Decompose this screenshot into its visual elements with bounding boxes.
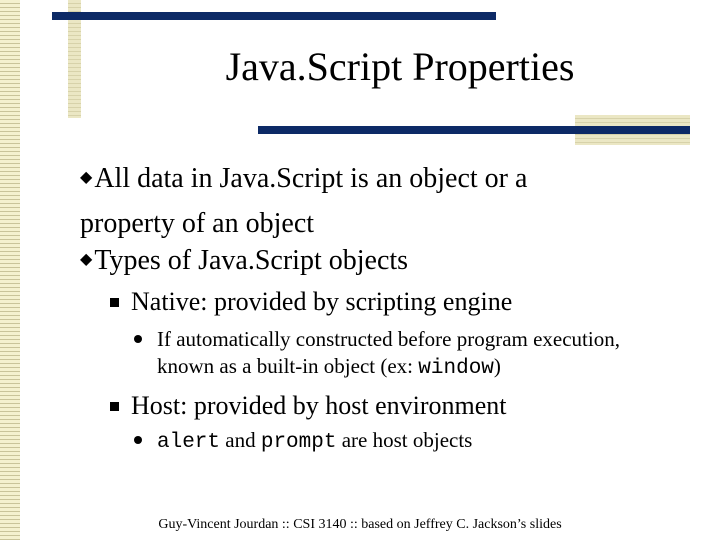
subitem-native-label: Native: provided by scripting engine	[131, 287, 513, 316]
detail-native-text	[157, 326, 697, 382]
subitem-host-label: Host: provided by host environment	[131, 391, 507, 420]
square-bullet-icon	[110, 298, 119, 307]
square-bullet-icon	[110, 402, 119, 411]
detail-native-line-2-pre: known as a built-in object (ex:	[157, 354, 419, 378]
diamond-bullet-icon: ◆	[80, 251, 93, 268]
bullet-item-2	[80, 240, 620, 285]
detail-host-mid: and	[220, 428, 261, 452]
title-rule-top	[52, 12, 496, 20]
code-alert: alert	[157, 431, 221, 454]
slide-footer: Guy-Vincent Jourdan :: CSI 3140 :: based on Jeffrey C. Jackson’s slides	[158, 517, 562, 532]
slide-title: Java.Script Properties	[225, 44, 575, 89]
bullet-item-1	[80, 158, 620, 244]
title-rule-bottom	[258, 126, 690, 134]
code-window: window	[418, 357, 494, 380]
left-stripe-band	[0, 0, 20, 540]
diamond-bullet-icon: ◆	[80, 169, 93, 186]
bullet-2-line-1: Types of Java.Script objects	[94, 245, 409, 276]
bullet-1-line-2: property of an object	[80, 208, 315, 239]
detail-host-post: are host objects	[336, 428, 473, 452]
bullet-1-line-1: All data in Java.Script is an object or a	[94, 163, 528, 194]
detail-host-text	[157, 427, 697, 456]
detail-native-line-2-post: )	[493, 354, 501, 378]
detail-native-line-1: If automatically constructed before program execution,	[157, 327, 620, 351]
round-bullet-icon	[134, 335, 142, 343]
round-bullet-icon	[134, 436, 142, 444]
code-prompt: prompt	[260, 431, 337, 454]
